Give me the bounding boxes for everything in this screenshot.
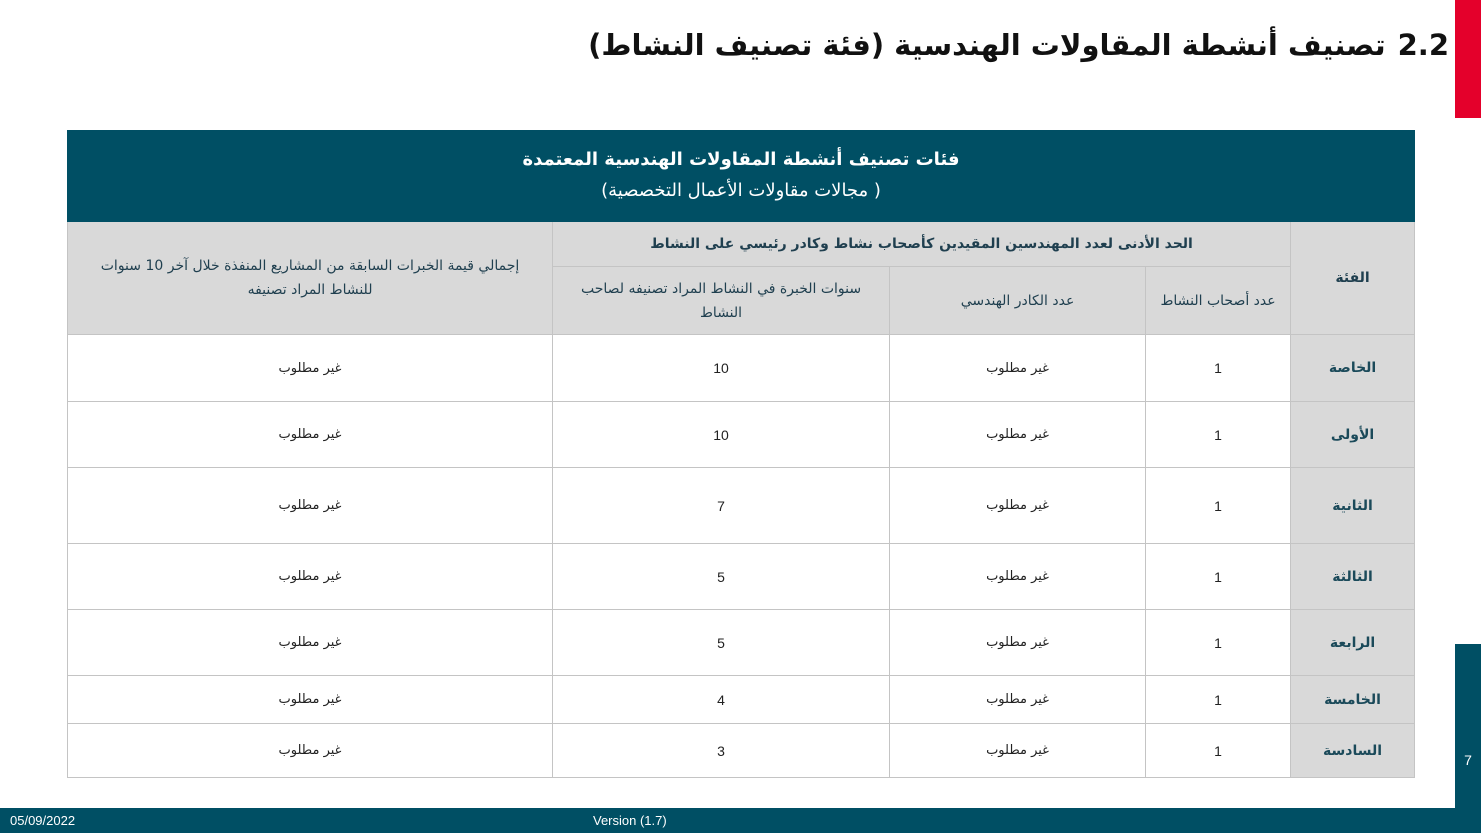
row-owners: 1 bbox=[1146, 724, 1291, 778]
row-category: الثانية bbox=[1291, 468, 1415, 544]
header-experience-years: سنوات الخبرة في النشاط المراد تصنيفه لصاحب النشاط bbox=[553, 267, 890, 335]
table-row bbox=[68, 335, 1415, 402]
row-owners: 1 bbox=[1146, 610, 1291, 676]
row-years: 3 bbox=[553, 724, 890, 778]
header-min-engineers-group: الحد الأدنى لعدد المهندسين المقيدين كأصحاب نشاط وكادر رئيسي على النشاط bbox=[553, 222, 1291, 267]
row-category: السادسة bbox=[1291, 724, 1415, 778]
page-title bbox=[588, 28, 1449, 62]
row-category: الأولى bbox=[1291, 402, 1415, 468]
row-years: 7 bbox=[553, 468, 890, 544]
footer-version: Version (1.7) bbox=[593, 813, 667, 828]
row-staff: غير مطلوب bbox=[890, 676, 1146, 724]
table-row bbox=[68, 468, 1415, 544]
row-years: 10 bbox=[553, 402, 890, 468]
row-owners: 1 bbox=[1146, 468, 1291, 544]
row-years: 4 bbox=[553, 676, 890, 724]
page-number: 7 bbox=[1464, 752, 1472, 768]
accent-bar-red bbox=[1455, 0, 1481, 118]
row-category: الرابعة bbox=[1291, 610, 1415, 676]
row-staff: غير مطلوب bbox=[890, 544, 1146, 610]
row-value: غير مطلوب bbox=[68, 468, 553, 544]
row-category: الخاصة bbox=[1291, 335, 1415, 402]
row-owners: 1 bbox=[1146, 676, 1291, 724]
page-number-bar bbox=[1455, 644, 1481, 833]
row-years: 5 bbox=[553, 610, 890, 676]
table-row bbox=[68, 402, 1415, 468]
row-category: الخامسة bbox=[1291, 676, 1415, 724]
row-staff: غير مطلوب bbox=[890, 335, 1146, 402]
row-owners: 1 bbox=[1146, 544, 1291, 610]
title-text: تصنيف أنشطة المقاولات الهندسية (فئة تصنيف النشاط) bbox=[588, 28, 1386, 62]
header-engineering-staff-count: عدد الكادر الهندسي bbox=[890, 267, 1146, 335]
title-number: 2.2 bbox=[1397, 28, 1449, 62]
row-value: غير مطلوب bbox=[68, 676, 553, 724]
row-owners: 1 bbox=[1146, 335, 1291, 402]
row-years: 10 bbox=[553, 335, 890, 402]
table-banner bbox=[68, 131, 1415, 222]
row-years: 5 bbox=[553, 544, 890, 610]
row-staff: غير مطلوب bbox=[890, 724, 1146, 778]
table-banner-title: فئات تصنيف أنشطة المقاولات الهندسية المعتمدة bbox=[522, 149, 960, 170]
row-value: غير مطلوب bbox=[68, 335, 553, 402]
row-staff: غير مطلوب bbox=[890, 468, 1146, 544]
row-staff: غير مطلوب bbox=[890, 610, 1146, 676]
row-value: غير مطلوب bbox=[68, 544, 553, 610]
row-value: غير مطلوب bbox=[68, 402, 553, 468]
table-row bbox=[68, 676, 1415, 724]
row-value: غير مطلوب bbox=[68, 724, 553, 778]
row-staff: غير مطلوب bbox=[890, 402, 1146, 468]
row-owners: 1 bbox=[1146, 402, 1291, 468]
classification-table bbox=[67, 130, 1415, 778]
header-total-experience-value: إجمالي قيمة الخبرات السابقة من المشاريع المنفذة خلال آخر 10 سنوات للنشاط المراد تصنيفه bbox=[68, 222, 553, 335]
row-category: الثالثة bbox=[1291, 544, 1415, 610]
footer-bar bbox=[0, 808, 1455, 833]
table-row bbox=[68, 724, 1415, 778]
footer-date: 05/09/2022 bbox=[10, 813, 76, 828]
header-owners-count: عدد أصحاب النشاط bbox=[1146, 267, 1291, 335]
header-category: الفئة bbox=[1291, 222, 1415, 335]
table-banner-subtitle: ( مجالات مقاولات الأعمال التخصصية) bbox=[601, 180, 881, 201]
table-row bbox=[68, 610, 1415, 676]
row-value: غير مطلوب bbox=[68, 610, 553, 676]
table-row bbox=[68, 544, 1415, 610]
